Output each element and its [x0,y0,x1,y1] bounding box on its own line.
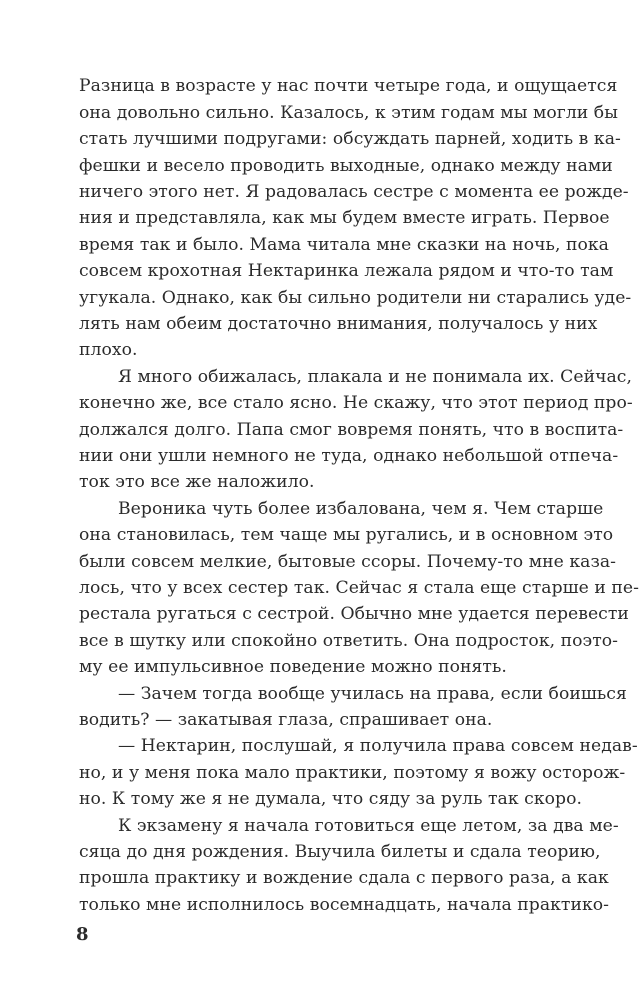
text-line: фешки и весело проводить выходные, однако между нами [79,156,613,176]
text-line: водить? — закатывая глаза, спрашивает она. [79,710,493,730]
text-line: но, и у меня пока мало практики, поэтому я вожу осторож- [79,763,626,783]
text-line: рестала ругаться с сестрой. Обычно мне удается перевести [79,604,629,624]
text-line: должался долго. Папа смог вовремя понять, что в воспита- [79,420,624,440]
text-line: угукала. Однако, как бы сильно родители ни старались уде- [79,288,632,308]
text-line: Вероника чуть более избалована, чем я. Чем старше [118,499,604,519]
text-line: она становилась, тем чаще мы ругались, и в основном это [79,525,614,545]
text-line: только мне исполнилось восемнадцать, начала практико- [79,895,610,915]
text-line: время так и было. Мама читала мне сказки на ночь, пока [79,235,609,255]
text-line: ния и представляла, как мы будем вместе играть. Первое [79,208,610,228]
text-line: ток это все же наложило. [79,472,315,492]
text-line: нии они ушли немного не туда, однако небольшой отпеча- [79,446,619,466]
text-line: Разница в возрасте у нас почти четыре года, и ощущается [79,76,618,96]
text-line: — Зачем тогда вообще училась на права, если боишься [118,684,627,704]
text-line: она довольно сильно. Казалось, к этим годам мы могли бы [79,103,618,123]
text-line: все в шутку или спокойно ответить. Она подросток, поэто- [79,631,619,651]
text-line: — Нектарин, послушай, я получила права совсем недав- [118,736,638,756]
page-number: 8 [76,924,89,945]
text-line: совсем крохотная Нектаринка лежала рядом и что-то там [79,261,614,281]
text-line: лять нам обеим достаточно внимания, получалось у них [79,314,598,334]
text-line: прошла практику и вождение сдала с первого раза, а как [79,868,609,888]
text-line: сяца до дня рождения. Выучила билеты и сдала теорию, [79,842,601,862]
text-line: но. К тому же я не думала, что сяду за руль так скоро. [79,789,582,809]
text-line: были совсем мелкие, бытовые ссоры. Почему-то мне каза- [79,552,617,572]
text-line: плохо. [79,340,138,360]
text-line: ничего этого нет. Я радовалась сестре с момента ее рожде- [79,182,629,202]
text-line: стать лучшими подругами: обсуждать парней, ходить в ка- [79,129,621,149]
text-line: конечно же, все стало ясно. Не скажу, что этот период про- [79,393,633,413]
text-line: Я много обижалась, плакала и не понимала их. Сейчас, [118,367,632,387]
text-line: му ее импульсивное поведение можно понять. [79,657,507,677]
text-line: К экзамену я начала готовиться еще летом, за два ме- [118,816,619,836]
text-line: лось, что у всех сестер так. Сейчас я стала еще старше и пе- [79,578,639,598]
